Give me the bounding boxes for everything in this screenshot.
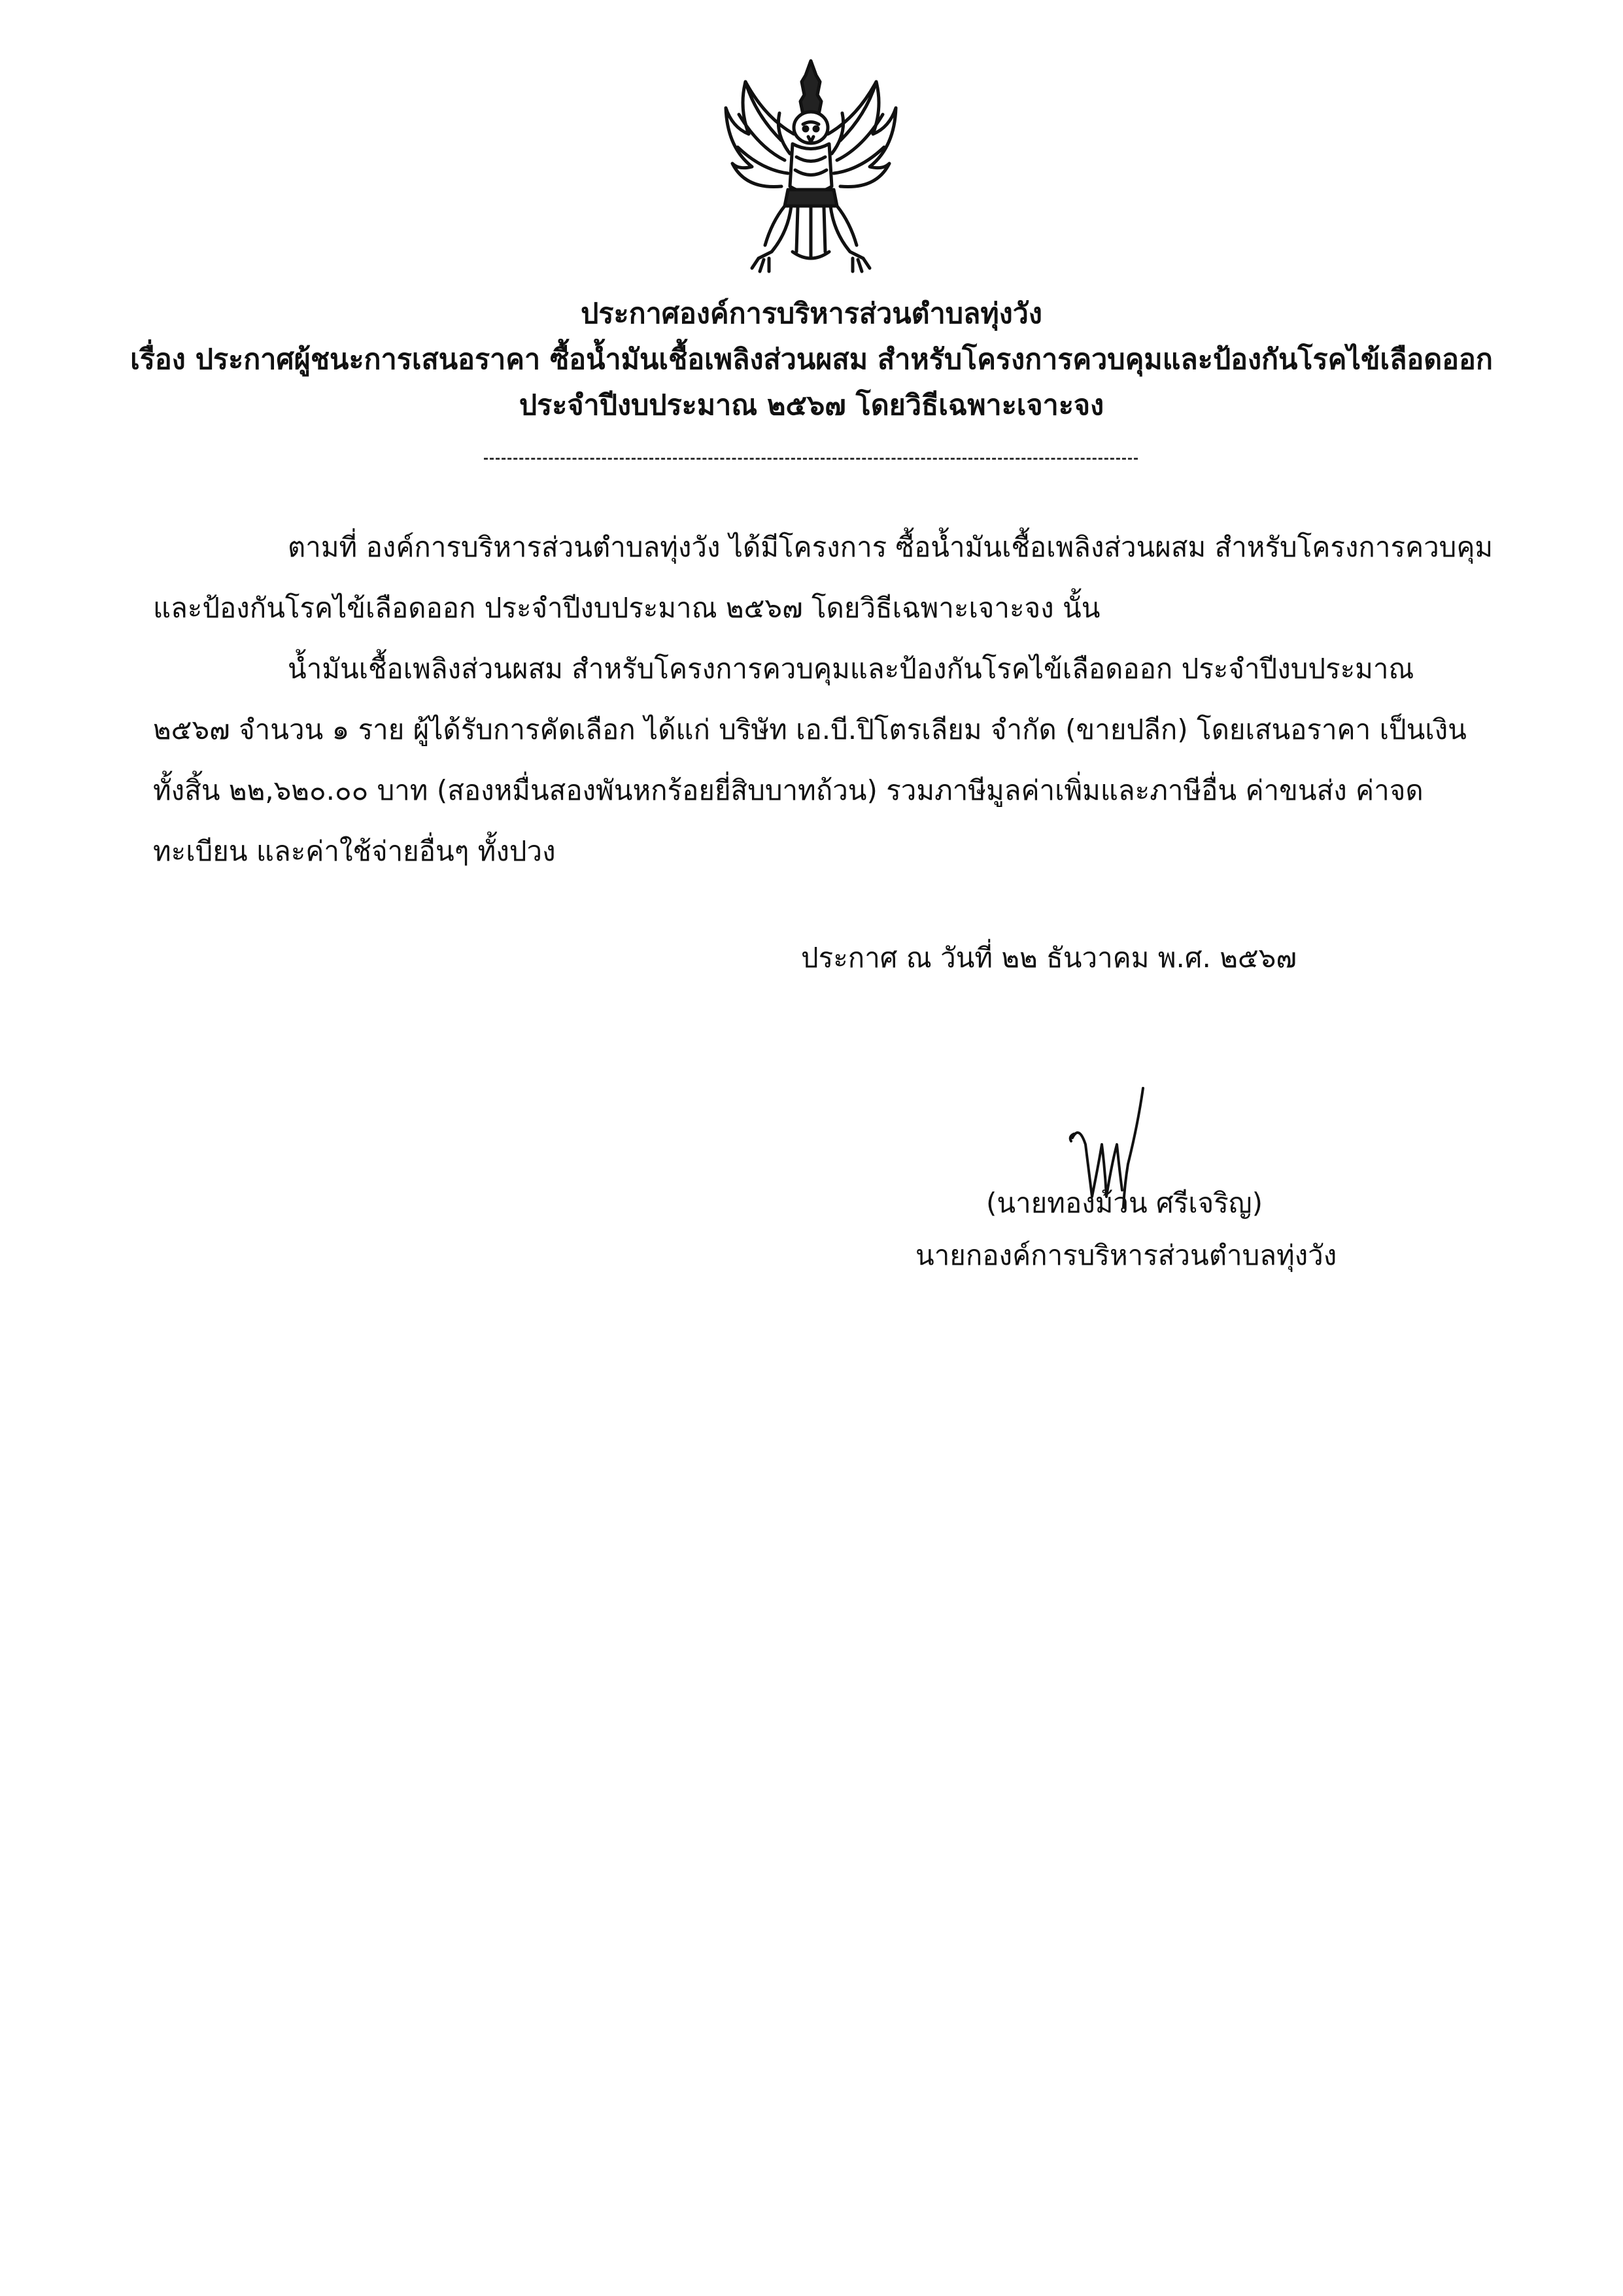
org-announcement-title: ประกาศองค์การบริหารส่วนตำบลทุ่งวัง: [581, 298, 1042, 330]
announcement-body: [153, 517, 1494, 882]
paragraph-2-line-3: ทั้งสิ้น ๒๒,๖๒๐.๐๐ บาท (สองหมื่นสองพันหกร้อยยี่สิบบาทถ้วน) รวมภาษีมูลค่าเพิ่มและภาษีอื่น ค่าขนส่ง ค่าจด: [153, 774, 1424, 806]
subject-line: เรื่อง ประกาศผู้ชนะการเสนอราคา ซื้อน้ำมันเชื้อเพลิงส่วนผสม สำหรับโครงการควบคุมและป้องกันโรคไข้เลือดออก: [130, 343, 1493, 376]
subject-line-continued: ประจำปีงบประมาณ ๒๕๖๗ โดยวิธีเฉพาะเจาะจง: [519, 389, 1104, 422]
document-header: [118, 291, 1505, 428]
announcement-date: ประกาศ ณ วันที่ ๒๒ ธันวาคม พ.ศ. ๒๕๖๗: [801, 942, 1297, 974]
paragraph-1-line-1: ตามที่ องค์การบริหารส่วนตำบลทุ่งวัง ได้มีโครงการ ซื้อน้ำมันเชื้อเพลิงส่วนผสม สำหรับโครงการควบคุม: [288, 531, 1494, 563]
paragraph-2-line-2: ๒๕๖๗ จำนวน ๑ ราย ผู้ได้รับการคัดเลือก ได้แก่ บริษัท เอ.บี.ปิโตรเลียม จำกัด (ขายปลีก) โดยเสนอราคา เป็นเงิน: [153, 713, 1467, 745]
signatory-title: นายกองค์การบริหารส่วนตำบลทุ่งวัง: [915, 1239, 1337, 1271]
header-divider: [484, 458, 1138, 460]
paragraph-2-line-4: ทะเบียน และค่าใช้จ่ายอื่นๆ ทั้งปวง: [153, 835, 556, 867]
signatory-name: (นายทองม้วน ศรีเจริญ): [986, 1187, 1263, 1219]
paragraph-1-line-2: และป้องกันโรคไข้เลือดออก ประจำปีงบประมาณ ๒๕๖๗ โดยวิธีเฉพาะเจาะจง นั้น: [153, 592, 1101, 624]
garuda-emblem-icon: [719, 56, 902, 275]
paragraph-2-line-1: น้ำมันเชื้อเพลิงส่วนผสม สำหรับโครงการควบคุมและป้องกันโรคไข้เลือดออก ประจำปีงบประมาณ: [288, 653, 1414, 685]
